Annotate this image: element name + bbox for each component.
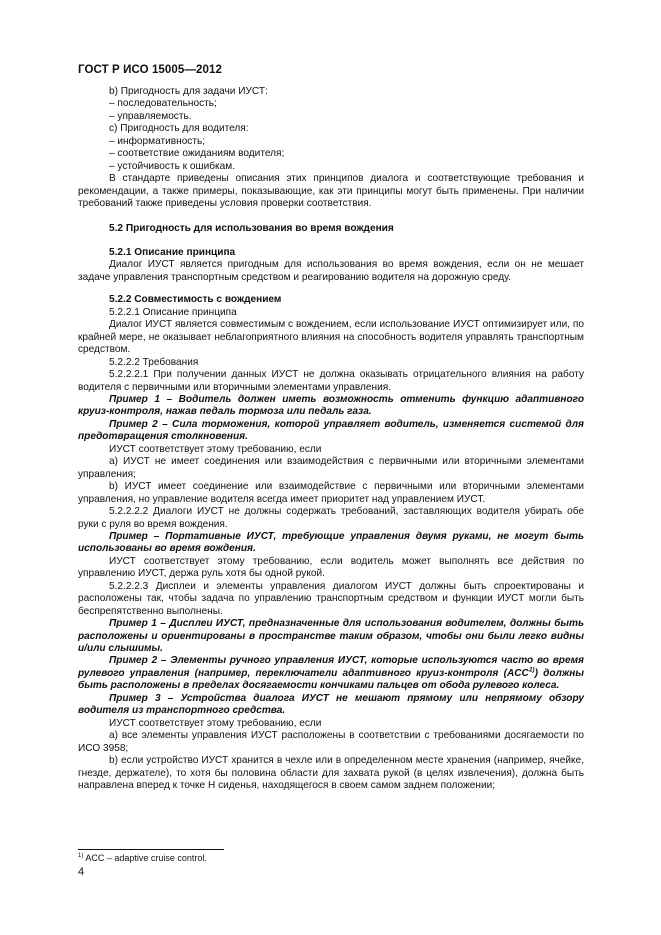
paragraph: 5.2.2.2.2 Диалоги ИУСТ не должны содержать требований, заставляющих водителя убирать обе руки с руля во время вождения. [78, 506, 584, 530]
list-item: a) ИУСТ не имеет соединения или взаимодействия с первичными или вторичными элементами управления; [78, 456, 584, 480]
list-item: – соответствие ожиданиям водителя; [109, 148, 285, 160]
example: Пример 2 – Сила торможения, которой управляет водитель, изменяется системой для предотвращения столкновения. [78, 418, 584, 443]
footnote-mark: 1) [78, 853, 84, 859]
example: Пример 3 – Устройства диалога ИУСТ не мешают прямому или непрямому обзору водителя из транспортного средства. [78, 692, 584, 717]
clause-title: 5.2.2.2 Требования [109, 356, 199, 368]
example-text: Пример 2 – Элементы ручного управления ИУСТ, которые используются часто во время рулевого управления (например, переключатели адаптивного круиз-контроля (ACC [78, 655, 584, 679]
paragraph: ИУСТ соответствует этому требованию, если [109, 443, 322, 455]
paragraph: ИУСТ соответствует этому требованию, если [109, 717, 322, 729]
list-heading: c) Пригодность для водителя: [109, 123, 249, 135]
paragraph: 5.2.2.2.3 Дисплеи и элементы управления диалогом ИУСТ должны быть спроектированы и расположены так, чтобы задача по управлению транспортным средством и функции ИУСТ могли быть беспрепятственно выполнены. [78, 580, 584, 617]
list-item: – управляемость. [109, 110, 192, 122]
page-number: 4 [78, 866, 85, 878]
list-item: a) все элементы управления ИУСТ расположены в соответствии с требованиями досягаемости по ИСО 3958; [78, 730, 584, 754]
example: Пример – Портативные ИУСТ, требующие управления двумя руками, не могут быть использованы во время вождения. [78, 530, 584, 555]
paragraph: Диалог ИУСТ является совместимым с вождением, если использование ИУСТ оптимизирует или, по крайней мере, не оказывает неблагоприятного влияния на способность водителя управлять транспортным средством. [78, 319, 584, 356]
list-item: b) ИУСТ имеет соединение или взаимодействие с первичными или вторичными элементами управления, но управление водителя всегда имеет приоритет над управлением ИУСТ. [78, 481, 584, 505]
subsection-title: 5.2.1 Описание принципа [109, 246, 236, 258]
document-header: ГОСТ Р ИСО 15005—2012 [78, 64, 223, 76]
paragraph: 5.2.2.2.1 При получении данных ИУСТ не должна оказывать отрицательного влияния на работу водителя с первичными или вторичными элементами управления. [78, 369, 584, 393]
footnote [78, 853, 207, 864]
clause-title: 5.2.2.1 Описание принципа [109, 306, 237, 318]
paragraph: Диалог ИУСТ является пригодным для использования во время вождения, если он не мешает задаче управления транспортным средством и реагированию водителя на дорожную среду. [78, 259, 584, 283]
list-item: – информативность; [109, 135, 206, 147]
example-text: ) должны быть расположены в пределах досягаемости кончиками пальцев от обода рулевого колеса. [78, 667, 585, 692]
footnote-separator [78, 849, 224, 850]
list-item: b) если устройство ИУСТ хранится в чехле или в определенном месте хранения (например, ячейке, гнезде, держателе), то хотя бы половина области для захвата рукой (в целях извлечения), должна быть направлена вперед к точке H сиденья, находящегося в своем самом заднем положении; [78, 755, 584, 792]
footnote-ref: 1) [528, 666, 535, 674]
footnote-text: ACC – adaptive cruise control. [83, 853, 207, 863]
page-content [78, 86, 584, 792]
section-title: 5.2 Пригодность для использования во время вождения [109, 222, 394, 234]
paragraph: ИУСТ соответствует этому требованию, если водитель может выполнять все действия по управлению ИУСТ, держа руль хотя бы одной рукой. [78, 555, 584, 580]
subsection-title: 5.2.2 Совместимость с вождением [109, 294, 282, 306]
list-heading: b) Пригодность для задачи ИУСТ: [109, 86, 268, 97]
example: Пример 1 – Водитель должен иметь возможность отменить функцию адаптивного круиз-контроля, нажав педаль тормоза или педаль газа. [78, 393, 584, 418]
paragraph: В стандарте приведены описания этих принципов диалога и соответствующие требования и рекомендации, а также примеры, показывающие, как эти принципы могут быть применены. При наличии требований также приведены условия проверки соответствия. [78, 173, 584, 210]
list-item: – последовательность; [109, 98, 217, 110]
list-item: – устойчивость к ошибкам. [109, 160, 235, 172]
example [78, 655, 584, 692]
example: Пример 1 – Дисплеи ИУСТ, предназначенные для использования водителем, должны быть расположены и ориентированы в пространстве таким образом, чтобы они были легко видны и/или слышимы. [78, 618, 584, 655]
